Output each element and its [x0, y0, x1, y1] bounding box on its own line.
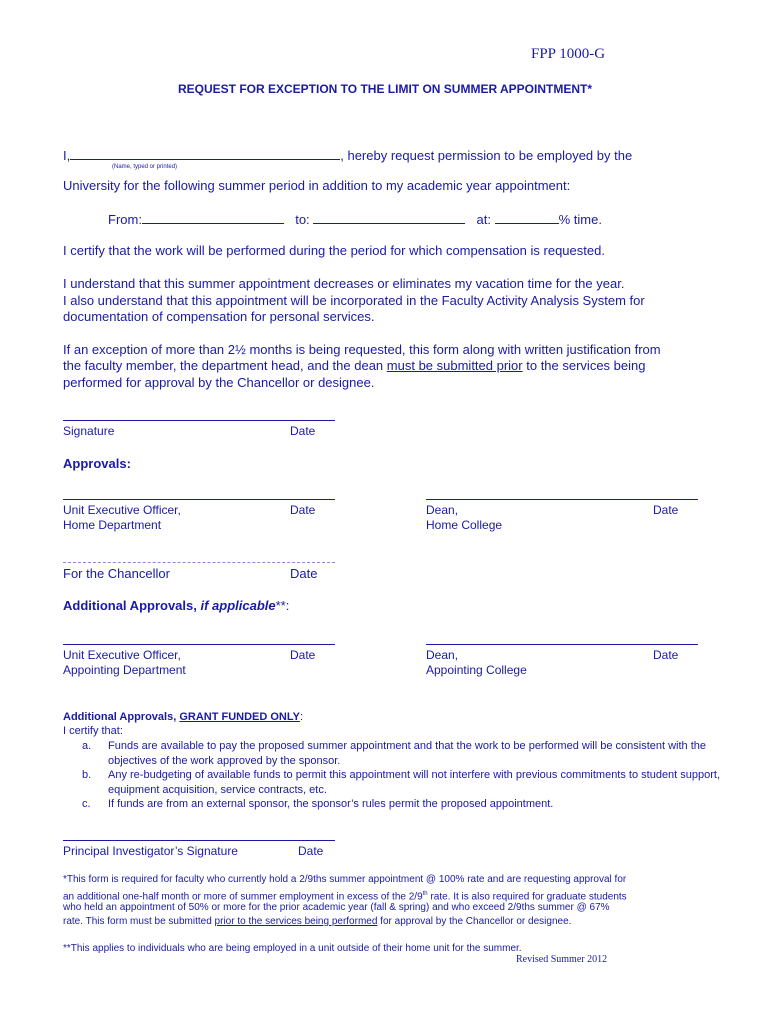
- footnote-2: **This applies to individuals who are being employed in a unit outside of their home unit for the summer.: [63, 943, 522, 954]
- dean-home-date: Date: [653, 503, 679, 517]
- dean-home-label-2: Home College: [426, 518, 503, 532]
- footnote-1-line-1: *This form is required for faculty who currently hold a 2/9ths summer appointment @ 100% rate and are requesting approval for: [63, 874, 627, 885]
- approvals-heading: Approvals:: [63, 456, 131, 471]
- grant-certify-list: [82, 739, 722, 812]
- to-field[interactable]: [313, 211, 465, 224]
- understand-line-3: documentation of compensation for personal services.: [63, 309, 375, 324]
- unit-officer-home-label-2: Home Department: [63, 518, 162, 532]
- unit-officer-appointing-line[interactable]: [63, 644, 335, 645]
- pi-signature-date: Date: [298, 844, 324, 858]
- form-number: FPP 1000-G: [531, 46, 606, 62]
- footnote-1-line-4: [63, 915, 571, 929]
- certify-text: I certify that the work will be performed during the period for which compensation is requested.: [63, 243, 605, 258]
- dean-appointing-label-2: Appointing College: [426, 663, 527, 677]
- intro-prefix: I,: [63, 148, 71, 163]
- exception-line-2: [63, 358, 645, 374]
- dean-home-label-1: Dean,: [426, 503, 459, 517]
- list-marker: b.: [82, 769, 92, 781]
- signature-label: Signature: [63, 424, 115, 438]
- chancellor-line[interactable]: [63, 552, 335, 563]
- footnote-1-line-2-post: rate. It is also required for graduate students: [427, 891, 627, 903]
- list-marker: c.: [82, 798, 91, 810]
- footnote-1-line-4-pre: rate. This form must be submitted: [63, 916, 215, 927]
- footnote-1-line-4-underlined: prior to the services being performed: [214, 916, 378, 927]
- unit-officer-home-date: Date: [290, 503, 316, 517]
- dean-home-line[interactable]: [426, 499, 698, 500]
- name-hint: (Name, typed or printed): [112, 164, 178, 170]
- pi-signature-line[interactable]: [63, 840, 335, 841]
- grant-funded-heading-post: :: [299, 711, 303, 723]
- unit-officer-appointing-label-2: Appointing Department: [63, 663, 186, 677]
- signature-line[interactable]: [63, 420, 335, 421]
- unit-officer-home-label-1: Unit Executive Officer,: [63, 503, 181, 517]
- intro-line-2: University for the following summer period in addition to my academic year appointment:: [63, 178, 571, 193]
- revised-date: Revised Summer 2012: [516, 954, 608, 965]
- list-item-text: Any re-budgeting of available funds to permit this appointment will not interfere with previous commitments to student support, equipment acquisition, service contracts, etc.: [108, 769, 721, 796]
- chancellor-date: Date: [290, 566, 318, 581]
- exception-line-3: performed for approval by the Chancellor or designee.: [63, 375, 375, 390]
- additional-approvals-heading-italic: if applicable: [200, 598, 276, 613]
- from-field[interactable]: [142, 211, 284, 224]
- at-label: at:: [476, 212, 492, 227]
- additional-approvals-heading-pre: Additional Approvals,: [63, 598, 201, 613]
- intro-line: [63, 147, 632, 164]
- name-field[interactable]: [70, 147, 340, 160]
- exception-line-2-underlined: must be submitted prior: [386, 358, 523, 373]
- form-title: REQUEST FOR EXCEPTION TO THE LIMIT ON SUMMER APPOINTMENT*: [177, 82, 593, 96]
- intro-suffix: , hereby request permission to be employed by the: [340, 148, 633, 163]
- footnote-1-superscript: th: [422, 891, 428, 897]
- dean-appointing-date: Date: [653, 648, 679, 662]
- footnote-1-line-3: who held an appointment of 50% or more for the prior academic year (fall & spring) and who exceed 2/9ths summer @ 67%: [63, 902, 610, 913]
- list-item: [82, 768, 722, 797]
- dean-appointing-label-1: Dean,: [426, 648, 459, 662]
- dean-appointing-line[interactable]: [426, 644, 698, 645]
- understand-line-2: I also understand that this appointment will be incorporated in the Faculty Activity Analysis System for: [63, 293, 645, 308]
- additional-approvals-heading: [63, 598, 289, 614]
- time-suffix: % time.: [558, 212, 602, 227]
- additional-approvals-heading-post: **:: [275, 598, 290, 613]
- grant-funded-heading: [63, 710, 303, 725]
- chancellor-label: For the Chancellor: [63, 566, 170, 581]
- signature-date-label: Date: [290, 424, 316, 438]
- period-row: [108, 211, 602, 228]
- grant-funded-heading-pre: Additional Approvals,: [63, 711, 180, 723]
- grant-certify-label: I certify that:: [63, 725, 123, 737]
- footnote-1-line-4-post: for approval by the Chancellor or designee.: [377, 916, 572, 927]
- exception-line-2-post: to the services being: [522, 358, 646, 373]
- percent-field[interactable]: [495, 211, 559, 224]
- exception-line-2-pre: the faculty member, the department head, and the dean: [63, 358, 387, 373]
- to-label: to:: [295, 212, 310, 227]
- list-item-text: Funds are available to pay the proposed summer appointment and that the work to be performed will be consistent with the objectives of the work approved by the sponsor.: [108, 740, 707, 767]
- exception-line-1: If an exception of more than 2½ months is being requested, this form along with written justification from: [63, 342, 661, 357]
- grant-funded-heading-underlined: GRANT FUNDED ONLY: [179, 711, 300, 723]
- list-item: [82, 739, 722, 768]
- from-label: From:: [108, 212, 142, 227]
- footnote-1-line-2-pre: an additional one-half month or more of summer employment in excess of the 2/9: [63, 891, 423, 903]
- unit-officer-home-line[interactable]: [63, 499, 335, 500]
- pi-signature-label: Principal Investigator’s Signature: [63, 844, 238, 858]
- unit-officer-appointing-label-1: Unit Executive Officer,: [63, 648, 181, 662]
- understand-line-1: I understand that this summer appointment decreases or eliminates my vacation time for the year.: [63, 276, 625, 291]
- list-marker: a.: [82, 740, 92, 752]
- unit-officer-appointing-date: Date: [290, 648, 316, 662]
- list-item: [82, 797, 722, 812]
- list-item-text: If funds are from an external sponsor, the sponsor’s rules permit the proposed appointment.: [108, 798, 554, 810]
